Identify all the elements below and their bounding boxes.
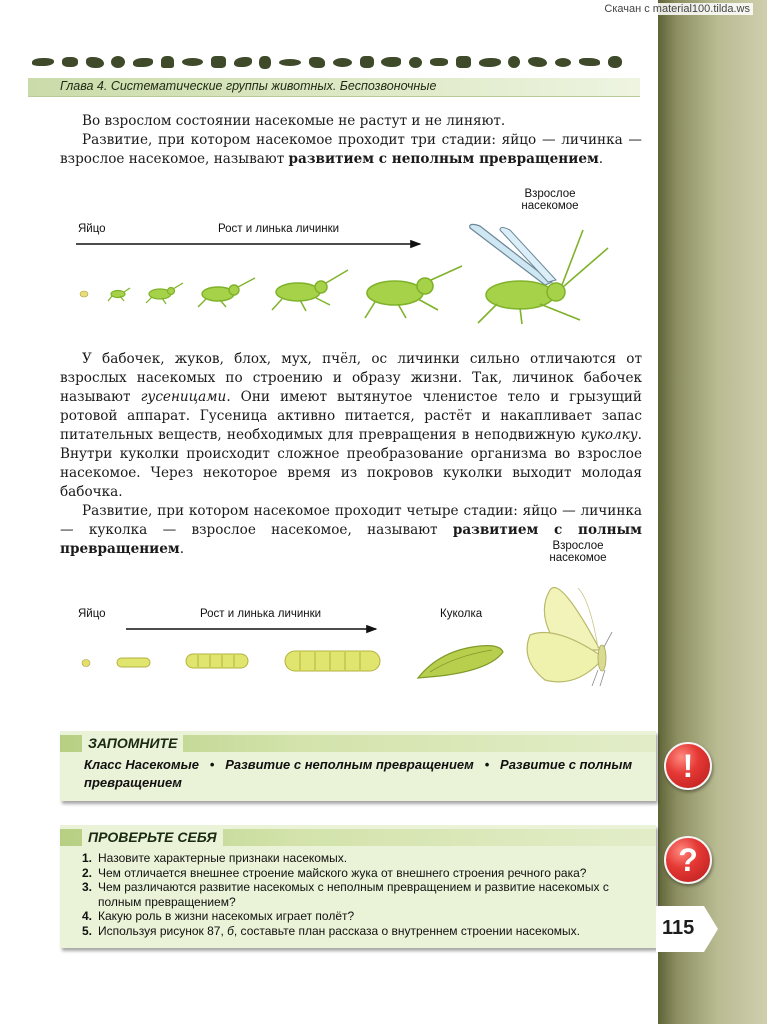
question-list: [82, 851, 650, 938]
page-number: 115: [662, 917, 695, 939]
adult-label-2: Взрослое насекомое: [549, 540, 607, 564]
remember-header: [60, 735, 656, 752]
pupa-label: Куколка: [440, 608, 483, 620]
check-yourself-box: [60, 825, 656, 948]
paragraph: Развитие, при котором насекомое проходит три стадии: яйцо — личинка — взрослое насекомое, называют развитием с неполным превращением.: [60, 132, 642, 167]
remember-term: Класс Насекомые: [84, 757, 199, 772]
remember-term: Развитие с полным превращением: [84, 757, 633, 790]
remember-terms: Класс Насекомые • Развитие с неполным превращением • Развитие с полным превращением: [84, 757, 633, 790]
term-incomplete-metamorphosis: развитием с неполным превращением: [288, 151, 599, 167]
term-pupa: куколку: [580, 427, 638, 443]
caterpillar-icon: [117, 658, 150, 667]
remember-title: ЗАПОМНИТЕ: [82, 735, 183, 752]
paragraph: У бабочек, жуков, блох, мух, пчёл, ос личинки сильно отличаются от взрослых насекомых по строению и образу жизни. Так, личинок бабочек называют гусеницами. Они имеют вытянутое членистое тело и грызущий ротовой аппарат. Гусеница активно питается, растёт и накапливает запас питательных веществ, необходимых для превращения в неподвижную куколку. Внутри куколки происходит сложное преобразование организма во взрослое насекомое. Через некоторое время из покровов куколки выходит молодая бабочка.: [60, 351, 642, 500]
paragraph: Во взрослом состоянии насекомые не растут и не линяют.: [82, 113, 506, 129]
larva-growth-label-2: Рост и линька личинки: [200, 608, 322, 620]
term-complete-metamorphosis: развитием с полным превращением: [60, 522, 642, 557]
chrysalis-icon: [418, 646, 503, 678]
larva-growth-label-1: Рост и линька личинки: [218, 223, 340, 235]
question-item: 4. Какую роль в жизни насекомых играет полёт?: [82, 909, 355, 923]
egg-icon: [82, 660, 90, 667]
exclamation-icon: !: [664, 742, 712, 790]
egg-label-2: Яйцо: [78, 608, 106, 620]
question-item: 3. Чем различаются развитие насекомых с неполным превращением и развитие насекомых с полным превращением?: [82, 880, 609, 909]
egg-label-1: Яйцо: [78, 223, 106, 235]
adult-label-1: Взрослое насекомое: [521, 188, 579, 212]
butterfly-icon: [527, 588, 612, 687]
term-caterpillars: гусеницами: [140, 389, 227, 405]
question-item: 1. Назовите характерные признаки насекомых.: [82, 851, 348, 865]
question-mark-icon: ?: [664, 836, 712, 884]
check-header: [60, 829, 656, 846]
caterpillar-icon: [285, 651, 380, 671]
question-item: 2. Чем отличается внешнее строение майского жука от внешнего строения речного рака?: [82, 865, 587, 880]
question-item: 5. Используя рисунок 87, б, составьте план рассказа о внутреннем строении насекомых.: [82, 923, 580, 938]
remember-box: [60, 731, 656, 801]
watermark: Скачан с material100.tilda.ws: [601, 3, 753, 15]
paragraph: Развитие, при котором насекомое проходит четыре стадии: яйцо — личинка — куколка — взрослое насекомое, называют развитием с полным превращением.: [60, 503, 642, 557]
check-title: ПРОВЕРЬТЕ СЕБЯ: [82, 829, 223, 846]
chapter-title: Глава 4. Систематические группы животных. Беспозвоночные: [60, 79, 437, 93]
caterpillar-icon: [186, 654, 248, 668]
remember-term: Развитие с неполным превращением: [225, 757, 474, 772]
